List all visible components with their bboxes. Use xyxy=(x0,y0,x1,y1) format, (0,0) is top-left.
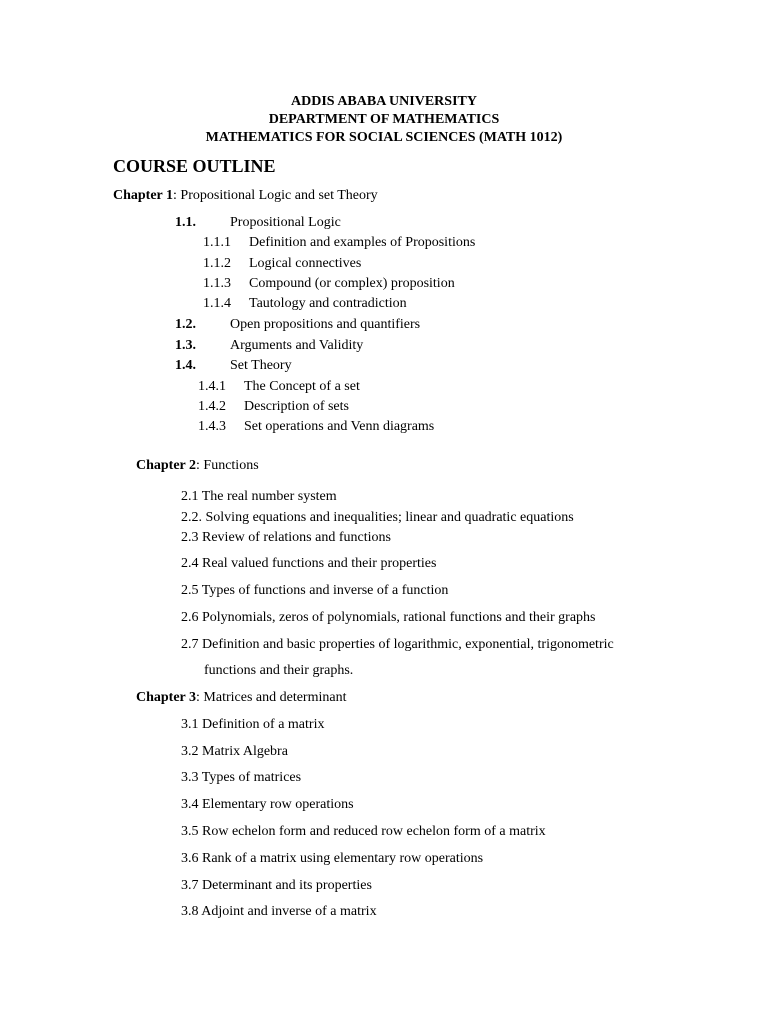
list-item: 3.3 Types of matrices xyxy=(181,770,302,785)
section-title: Open propositions and quantifiers xyxy=(230,317,421,332)
section-1-1-1 xyxy=(203,234,475,252)
section-number: 1.1.2 xyxy=(203,256,231,271)
section-number: 1.3. xyxy=(175,338,196,353)
section-1-1-3 xyxy=(203,275,455,293)
section-title: The Concept of a set xyxy=(244,379,360,394)
section-1-4-3 xyxy=(198,418,434,436)
chapter-1-label: Chapter 1 xyxy=(113,188,174,203)
list-item: 2.3 Review of relations and functions xyxy=(181,530,391,545)
section-title: Tautology and contradiction xyxy=(249,296,407,311)
list-item: 3.8 Adjoint and inverse of a matrix xyxy=(181,904,377,919)
list-item: 2.7 Definition and basic properties of logarithmic, exponential, trigonometric xyxy=(181,637,614,652)
section-number: 1.4.3 xyxy=(198,419,226,434)
section-1-4-1 xyxy=(198,378,360,396)
section-title: Set operations and Venn diagrams xyxy=(244,419,435,434)
chapter-1-heading xyxy=(113,187,378,205)
section-number: 1.2. xyxy=(175,317,196,332)
outline-title: COURSE OUTLINE xyxy=(113,156,276,176)
section-number: 1.4.2 xyxy=(198,399,226,414)
section-number: 1.4.1 xyxy=(198,379,226,394)
section-1-1-4 xyxy=(203,295,407,313)
section-number: 1.4. xyxy=(175,358,196,373)
section-title: Definition and examples of Propositions xyxy=(249,235,476,250)
chapter-2-label: Chapter 2 xyxy=(136,458,197,473)
list-item: 3.4 Elementary row operations xyxy=(181,797,354,812)
section-1-4 xyxy=(175,357,292,375)
university-name: ADDIS ABABA UNIVERSITY xyxy=(291,94,477,109)
list-item: 2.5 Types of functions and inverse of a function xyxy=(181,583,449,598)
chapter-3-title: : Matrices and determinant xyxy=(196,690,347,705)
list-item: 2.6 Polynomials, zeros of polynomials, rational functions and their graphs xyxy=(181,610,596,625)
list-item: 3.7 Determinant and its properties xyxy=(181,878,372,893)
course-title: MATHEMATICS FOR SOCIAL SCIENCES (MATH 1012) xyxy=(205,130,563,145)
list-item: 2.2. Solving equations and inequalities; linear and quadratic equations xyxy=(181,510,574,525)
section-title: Set Theory xyxy=(230,358,292,373)
list-item: 3.5 Row echelon form and reduced row echelon form of a matrix xyxy=(181,824,546,839)
section-1-1 xyxy=(175,214,341,232)
section-title: Propositional Logic xyxy=(230,215,341,230)
section-number: 1.1.1 xyxy=(203,235,231,250)
section-1-2 xyxy=(175,316,420,334)
list-item: 3.1 Definition of a matrix xyxy=(181,717,325,732)
chapter-3-heading xyxy=(136,689,346,707)
section-1-4-2 xyxy=(198,398,349,416)
section-1-3 xyxy=(175,337,363,355)
section-number: 1.1. xyxy=(175,215,196,230)
chapter-2-heading xyxy=(136,457,259,475)
chapter-3-label: Chapter 3 xyxy=(136,690,197,705)
section-title: Arguments and Validity xyxy=(230,338,364,353)
section-title: Compound (or complex) proposition xyxy=(249,276,455,291)
list-item-continuation: functions and their graphs. xyxy=(204,663,354,678)
section-title: Logical connectives xyxy=(249,256,362,271)
department-name: DEPARTMENT OF MATHEMATICS xyxy=(268,112,500,127)
chapter-2-title: : Functions xyxy=(196,458,259,473)
section-number: 1.1.4 xyxy=(203,296,231,311)
chapter-1-title: : Propositional Logic and set Theory xyxy=(173,188,378,203)
list-item: 2.1 The real number system xyxy=(181,489,337,504)
section-title: Description of sets xyxy=(244,399,349,414)
list-item: 3.2 Matrix Algebra xyxy=(181,744,288,759)
list-item: 2.4 Real valued functions and their properties xyxy=(181,556,437,571)
section-1-1-2 xyxy=(203,255,361,273)
section-number: 1.1.3 xyxy=(203,276,231,291)
list-item: 3.6 Rank of a matrix using elementary row operations xyxy=(181,851,484,866)
